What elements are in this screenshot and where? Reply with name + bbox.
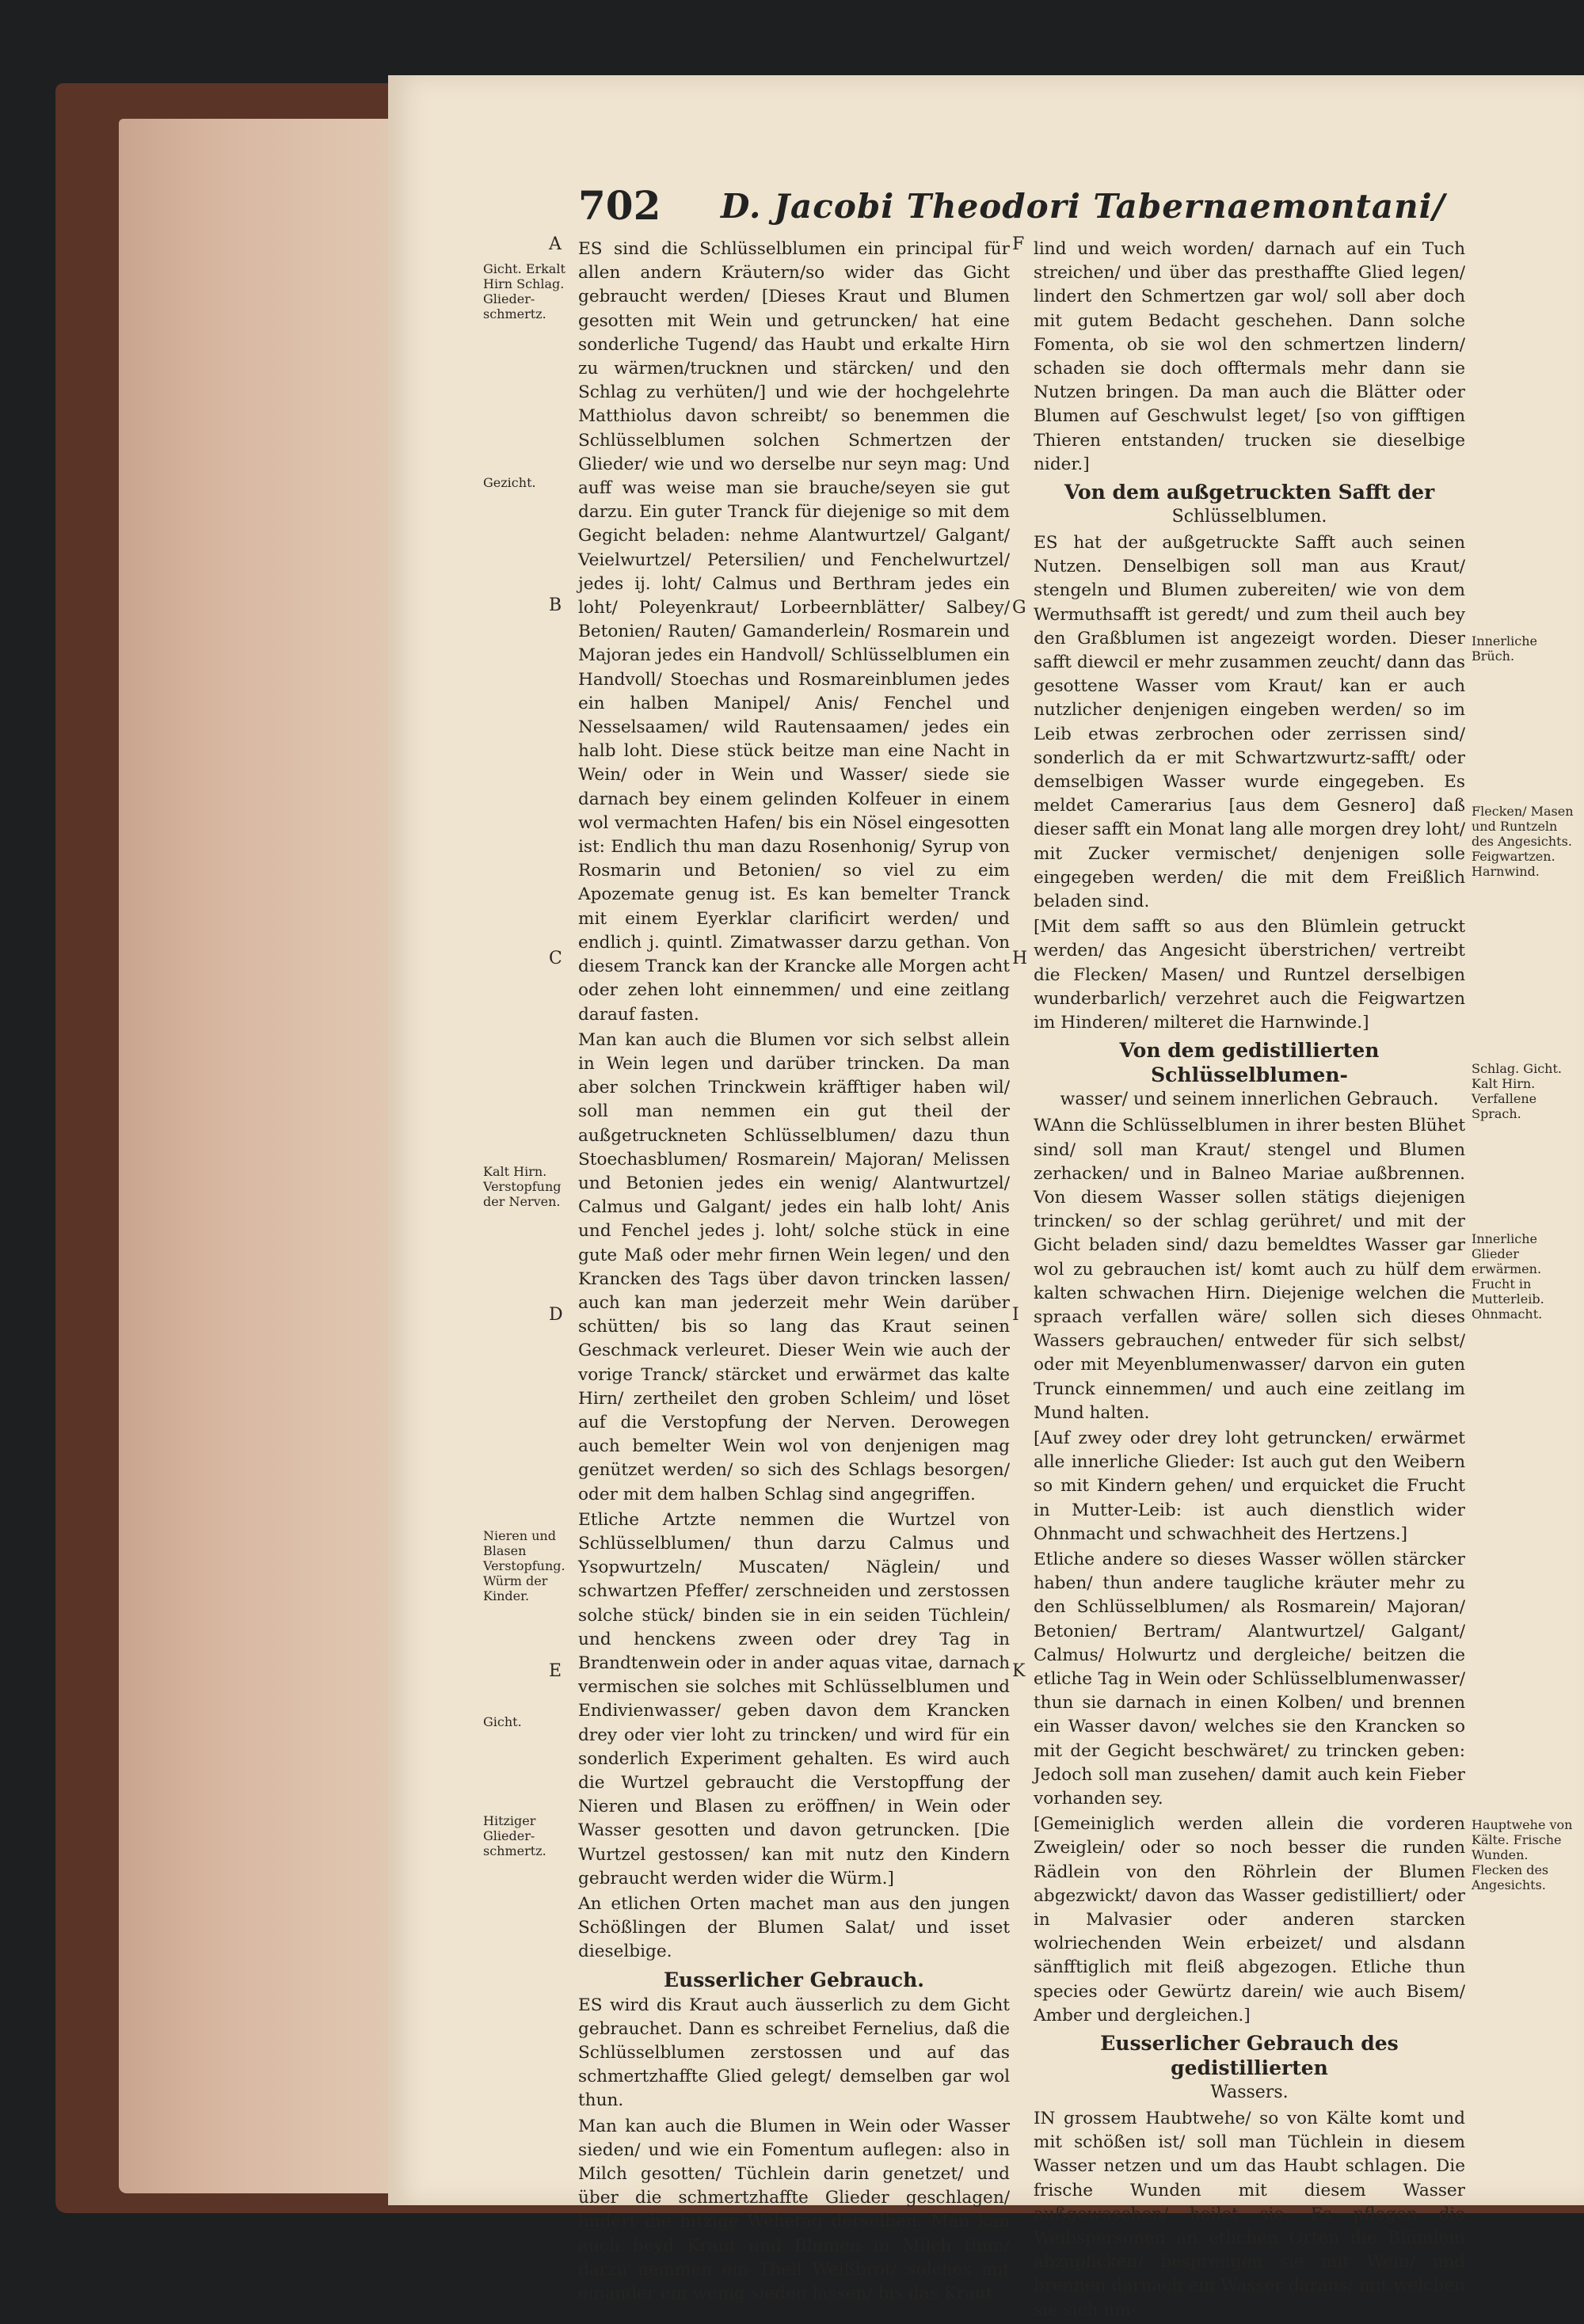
section-heading: Von dem außgetruckten Safft der bbox=[1064, 481, 1435, 504]
margin-note: Innerliche Glieder erwärmen. Frucht in Mutterleib. Ohnmacht. bbox=[1472, 1231, 1544, 1322]
section-letter: G bbox=[1012, 598, 1026, 618]
paragraph: Man kan auch die Blumen vor sich selbst allein in Wein legen und darüber trincken. Da man aber solchen Trinckwein kräfftiger haben wil/ soll man nemmen ein gut theil der außgetruckneten Schlüsselblumen/ dazu thun Stoechasblumen/ Rosmarein/ Majoran/ Melissen und Betonien jedes ein wenig/ Alantwurtzel/ Calmus und Galgant/ jedes ein halb loht/ Anis und Fenchel jedes j. loht/ solche stück in eine gute Maß oder mehr firnen Wein legen/ und den Krancken des Tags über davon trincken lassen/ auch kan man jederzeit mehr Wein darüber schütten/ bis so lang das Kraut seinen Geschmack verleuret. Dieser Wein wie auch der vorige Tranck/ stärcket und erwärmet das kalte Hirn/ zertheilet den groben Schleim/ und löset auf die Verstopfung der Nerven. Derowegen auch bemelter Wein wol von denjenigen mag genützet werden/ so sich des Schlags besorgen/ oder mit dem halben Schlag sind angegriffen. bbox=[578, 1029, 1010, 1504]
section-letter: C bbox=[549, 949, 562, 968]
section-letter: E bbox=[549, 1661, 562, 1681]
running-title: D. Jacobi Theodori Tabernaemontani/ bbox=[721, 187, 1445, 226]
paragraph: Man kan auch die Blumen in Wein oder Wasser sieden/ und wie ein Fomentum auflegen: also in Milch gesotten/ Tüchlein darin genetzet/ und über die schmertzhaffte Glieder geschlagen/ lindert die hitzige Wehetag derselben. Man kan auch beyd Kraut und Blumen in Milch thun/ darzu nemmen ein Theil Weißbrot/ solches mit einander ein wenig sieden lassen/ bis das Kraut bbox=[578, 2116, 1010, 2304]
paragraph: [Gemeiniglich werden allein die vorderen Zweiglein/ oder so noch besser die runden Rädlein von den Röhrlein der Blumen abgezwickt/ davon das Wasser gedistilliert/ oder in Malvasier oder anderen starcken wolriechenden Wein erbeizet/ und alsdann sänfftiglich mit fleiß abgezogen. Etliche thun species oder Gewürtz darein/ wie auch Bisem/ Amber und dergleichen.] bbox=[1034, 1814, 1465, 2025]
section-letter: I bbox=[1012, 1305, 1019, 1325]
paragraph: WAnn die Schlüsselblumen in ihrer besten Blühet sind/ soll man Kraut/ stengel und Blumen zerhacken/ und in Balneo Mariae außbrennen. Von diesem Wasser sollen stätigs diejenigen trincken/ so der schlag gerühret/ und mit der Gicht beladen sind/ dazu bemeldtes Wasser gar wol zu gebrauchen ist/ komt auch zu hülf dem kalten schwachen Hirn. Diejenige welchen die spraach verfallen wäre/ sollen sich dieses Wassers gebrauchen/ entweder für sich selbst/ oder mit Meyenblumenwasser/ darvon ein guten Trunck einnemmen/ und auch eine zeitlang im Mund halten. bbox=[1034, 1116, 1465, 1423]
section-heading: Wassers. bbox=[1210, 2082, 1289, 2103]
section-letter: K bbox=[1012, 1661, 1026, 1681]
book-fore-edge bbox=[119, 119, 392, 2193]
paragraph: An etlichen Orten machet man aus den jungen Schößlingen der Blumen Salat/ und isset dieselbige. bbox=[578, 1894, 1010, 1962]
right-column bbox=[1034, 238, 1465, 2324]
margin-note: Innerliche Brüch. bbox=[1472, 633, 1538, 664]
section-letter: D bbox=[549, 1305, 563, 1325]
section-letter: H bbox=[1012, 949, 1028, 968]
section-heading: wasser/ und seinem innerlichen Gebrauch. bbox=[1060, 1090, 1439, 1110]
margin-note: Schlag. Gicht. Kalt Hirn. Verfallene Sprach. bbox=[1472, 1061, 1562, 1121]
section-letter: F bbox=[1012, 234, 1025, 254]
left-column bbox=[578, 238, 1010, 2307]
paragraph: ES hat der außgetruckte Safft auch seinen Nutzen. Denselbigen soll man aus Kraut/ stengeln und Blumen zubereiten/ wie von dem Wermuthsafft ist geredt/ und zum theil auch bey den Graßblumen ist angezeigt worden. Dieser safft diewcil er mehr zusammen zeucht/ dann das gesottene Wasser vom Kraut/ kan er auch nutzlicher denjenigen eingeben werden/ so im Leib etwas zerbrochen oder zerrissen sind/ sonderlich da er mit Schwartzwurtz-safft/ oder demselbigen Wasser wurde eingegeben. Es meldet Camerarius [aus dem Gesnero] daß dieser safft ein Monat lang alle morgen drey loht/ mit Zucker vermischet/ denjenigen solle eingegeben werden/ die mit dem Freißlich beladen sind. bbox=[1034, 533, 1465, 912]
margin-note: Gezicht. bbox=[483, 475, 536, 490]
paragraph: ES wird dis Kraut auch äusserlich zu dem Gicht gebrauchet. Dann es schreibet Fernelius, daß die Schlüsselblumen zerstossen und auf das schmertzhaffte Glied gelegt/ demselben gar wol thun. bbox=[578, 1995, 1010, 2111]
paragraph: IN grossem Haubtwehe/ so von Kälte komt und mit schößen ist/ soll man Tüchlein in diesem Wasser netzen und um das Haubt schlagen. Die frische Wunden mit diesem Wasser außgewaschen/ heilet sie. Es pflegen die Weibspersonen an etlichen Orten die Blümlein abzuplicken/ besprengen sie mit Wein/ und brennen darnach ein Wasser daraus/ mit welchen sie sich um- bbox=[1034, 2109, 1465, 2320]
section-heading: Eusserlicher Gebrauch des gedistillierten bbox=[1100, 2032, 1399, 2080]
paragraph: [Auf zwey oder drey loht getruncken/ erwärmet alle innerliche Glieder: Ist auch gut den Weibern so mit Kindern gehen/ und erquicket die Frucht in Mutter-Leib: ist auch dienstlich wider Ohnmacht und schwachheit des Hertzens.] bbox=[1034, 1428, 1465, 1544]
page-number: 702 bbox=[578, 182, 661, 229]
margin-note: Kalt Hirn. Verstopfung der Nerven. bbox=[483, 1164, 562, 1209]
margin-note: Gicht. Erkalt Hirn Schlag. Glieder-schmertz. bbox=[483, 261, 565, 321]
margin-note: Gicht. bbox=[483, 1714, 522, 1729]
margin-note: Flecken/ Masen und Runtzeln des Angesichts. Feigwartzen. Harnwind. bbox=[1472, 804, 1574, 879]
paragraph: Etliche andere so dieses Wasser wöllen stärcker haben/ thun andere taugliche kräuter mehr zu den Schlüsselblumen/ als Rosmarein/ Majoran/ Betonien/ Bertram/ Alantwurtzel/ Galgant/ Calmus/ Holwurtz und dergleiche/ beitzen die etliche Tag in Wein oder Schlüsselblumenwasser/ thun sie darnach in einen Kolben/ und brennen ein Wasser davon/ welches sie den Krancken so mit der Gegicht beschwäret/ zu trincken geben: Jedoch soll man zusehen/ damit auch kein Fieber vorhanden sey. bbox=[1034, 1549, 1465, 1809]
margin-note: Hitziger Glieder-schmertz. bbox=[483, 1813, 546, 1858]
paragraph: [Mit dem safft so aus den Blümlein getruckt werden/ das Angesicht überstrichen/ vertreibt die Flecken/ Masen/ und Runtzel derselbigen wunderbarlich/ verzehret auch die Feigwartzen im Hinderen/ milteret die Harnwinde.] bbox=[1034, 917, 1465, 1033]
paragraph: lind und weich worden/ darnach auf ein Tuch streichen/ und über das presthaffte Glied legen/ lindert den Schmertzen gar wol/ soll aber doch mit gutem Bedacht geschehen. Dann solche Fomenta, ob sie wol den schmertzen lindern/ schaden sie doch offtermals mehr dann sie Nutzen bringen. Da man auch die Blätter oder Blumen auf Geschwulst leget/ [so von gifftigen Thieren entstanden/ trucken sie dieselbige nider.] bbox=[1034, 239, 1465, 474]
section-letter: A bbox=[549, 234, 562, 254]
margin-note: Nieren und Blasen Verstopfung. Würm der Kinder. bbox=[483, 1528, 565, 1603]
section-heading: Von dem gedistillierten Schlüsselblumen- bbox=[1119, 1039, 1380, 1087]
paragraph: Etliche Artzte nemmen die Wurtzel von Schlüsselblumen/ thun darzu Calmus und Ysopwurtzeln/ Muscaten/ Näglein/ und schwartzen Pfeffer/ zerschneiden und zerstossen solche stück/ binden sie in ein seiden Tüchlein/ und henckens zween oder drey Tag in Brandtenwein oder in ander aquas vitae, darnach vermischen sie solches mit Schlüsselblumen und Endivienwasser/ geben davon dem Krancken drey oder vier loht zu trincken/ und wird für ein sonderlich Experiment gehalten. Es wird auch die Wurtzel gebraucht die Verstopffung der Nieren und Blasen zu eröffnen/ in Wein oder Wasser gesotten und davon getruncken. [Die Wurtzel gestossen/ kan mit nutz den Kindern gebraucht werden wider die Würm.] bbox=[578, 1509, 1010, 1888]
section-heading: Eusserlicher Gebrauch. bbox=[663, 1968, 925, 1991]
paragraph: ES sind die Schlüsselblumen ein principal für allen andern Kräutern/so wider das Gicht gebraucht werden/ [Dieses Kraut und Blumen gesotten mit Wein und getruncken/ hat eine sonderliche Tugend/ das Haubt und erkalte Hirn zu wärmen/trucknen und stärcken/ und den Schlag zu verhüten/] und wie der hochgelehrte Matthiolus davon schreibt/ so benemmen die Schlüsselblumen solchen Schmertzen der Glieder/ wie und wo derselbe nur seyn mag: Und auff was weise man sie brauche/seyen sie gut darzu. Ein guter Tranck für diejenige so mit dem Gegicht beladen: nehme Alantwurtzel/ Galgant/ Veielwurtzel/ Petersilien/ und Fenchelwurtzel/ jedes ij. loht/ Calmus und Berthram jedes ein loht/ Poleyenkraut/ Lorbeernblätter/ Salbey/ Betonien/ Rauten/ Gamanderlein/ Rosmarein und Majoran jedes ein Handvoll/ Schlüsselblumen ein Handvoll/ Stoechas und Rosmareinblumen jedes ein halben Manipel/ Anis/ Fenchel und Nesselsaamen/ wild Rautensaamen/ jedes ein halb loht. Diese stück beitze man eine Nacht in Wein/ oder in Wein und Wasser/ siede sie darnach bey einem gelinden Kolfeuer in einem wol vermachten Hafen/ bis ein Nösel eingesotten ist: Endlich thu man dazu Rosenhonig/ Syrup von Rosmarin und Betonien/ so viel zu eim Apozemate genug ist. Es kan bemelter Tranck mit einem Eyerklar clarificirt werden/ und endlich j. quintl. Zimatwasser darzu gethan. Von diesem Tranck kan der Krancke alle Morgen acht oder zehen loht einnemmen/ und eine zeitlang darauf fasten. bbox=[578, 239, 1010, 1025]
margin-note: Hauptwehe von Kälte. Frische Wunden. Flecken des Angesichts. bbox=[1472, 1817, 1573, 1892]
section-heading: Schlüsselblumen. bbox=[1171, 507, 1327, 527]
page-header bbox=[578, 182, 1481, 238]
section-letter: B bbox=[549, 595, 562, 615]
